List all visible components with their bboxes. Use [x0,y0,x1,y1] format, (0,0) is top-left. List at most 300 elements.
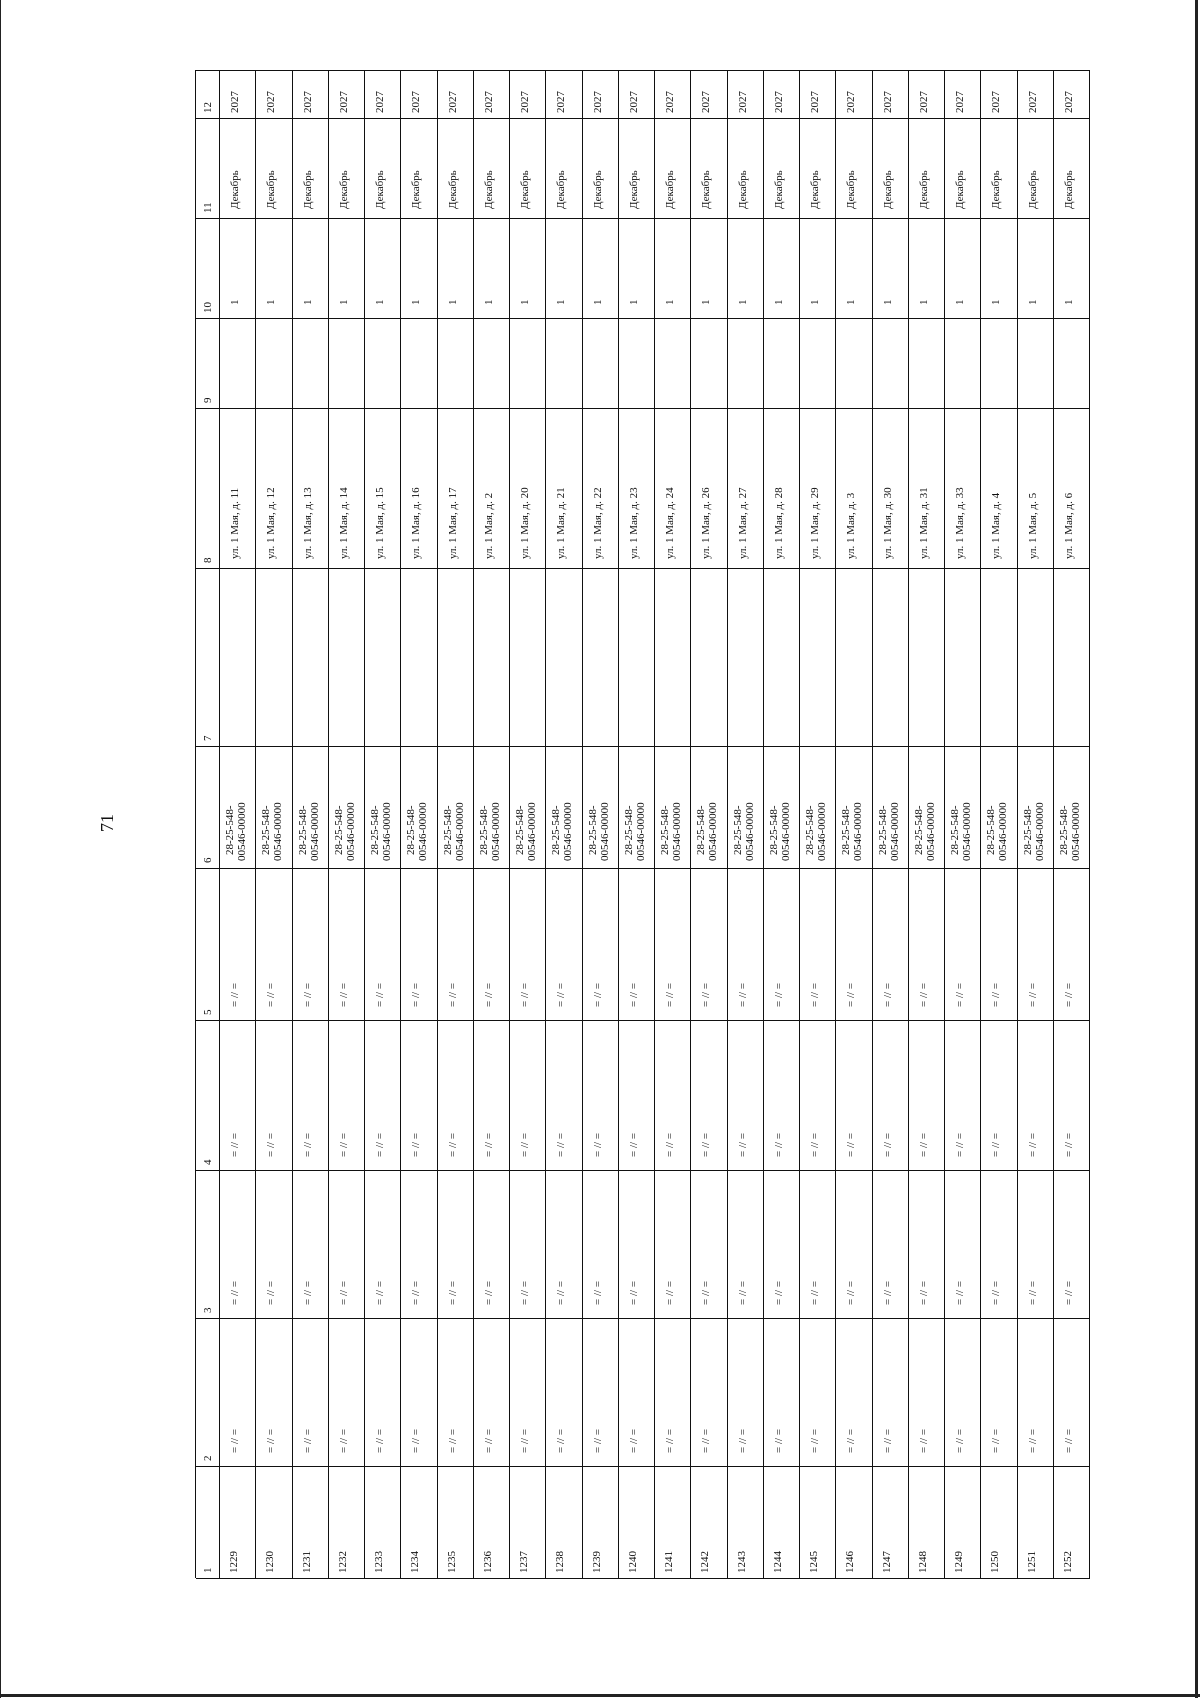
month: Декабрь [917,170,930,209]
row-number-cell [546,1467,582,1579]
address: ул. 1 Мая, д. 17 [446,487,459,559]
table-cell [438,869,474,1021]
ditto-mark: = // = [917,982,930,1007]
row-number: 1229 [228,1551,240,1573]
table-cell [329,409,365,569]
table-cell [764,747,800,869]
table-cell [909,869,945,1021]
row-number: 1250 [989,1551,1002,1573]
table-cell [945,569,981,747]
year: 2027 [664,91,676,113]
table-cell [510,409,546,569]
ditto-mark: = // = [809,1280,821,1305]
year: 2027 [229,91,241,113]
row-number: 1234 [409,1551,422,1573]
cadastral-code-part2: 00546-00000 [1069,802,1082,861]
row-number-cell [1018,1467,1054,1579]
table-cell [691,747,727,869]
ditto-mark: = // = [809,1132,821,1157]
table-cell [583,319,619,409]
cadastral-code-part2: 00546-00000 [381,802,393,861]
ditto-mark: = // = [1026,1280,1039,1305]
table-cell [945,409,981,569]
table-cell [909,1021,945,1171]
table-cell [546,747,582,869]
table-cell [401,747,437,869]
table-cell [728,869,764,1021]
cadastral-code-part1: 28-25-548- [985,805,998,855]
table-cell [1054,119,1090,219]
cadastral-code-part1: 28-25-548- [296,805,309,855]
ditto-mark: = // = [374,982,386,1007]
table-cell [1018,71,1054,119]
ditto-mark: = // = [736,1280,749,1305]
table-cell [655,1021,691,1171]
column-number: 4 [202,1159,214,1165]
ditto-mark: = // = [337,1280,350,1305]
cadastral-code-part2: 00546-00000 [852,802,865,861]
cadastral-code-part2: 00546-00000 [272,802,285,861]
cadastral-code-part2: 00546-00000 [779,802,792,861]
ditto-mark: = // = [482,1280,495,1305]
table-cell [909,569,945,747]
table-cell [800,869,836,1021]
table-cell [220,747,256,869]
table-cell [546,1021,582,1171]
table-cell [764,1171,800,1319]
ditto-mark: = // = [845,982,858,1007]
ditto-mark: = // = [410,1428,423,1453]
ditto-mark: = // = [954,1280,966,1305]
row-number: 1252 [1061,1551,1074,1573]
table-cell [220,1021,256,1171]
table-cell [510,1021,546,1171]
table-cell [220,869,256,1021]
ditto-mark: = // = [519,1280,531,1305]
cadastral-code-part2: 00546-00000 [816,802,828,861]
table-cell [873,1171,909,1319]
address: ул. 1 Мая, д. 31 [917,487,930,559]
cadastral-code-part1: 28-25-548- [659,805,671,855]
table-cell [256,747,292,869]
table-cell [655,319,691,409]
table-cell [546,1319,582,1467]
table-cell [981,869,1017,1021]
row-number-cell [1054,1467,1090,1579]
table-cell [220,409,256,569]
ditto-mark: = // = [374,1132,386,1157]
ditto-mark: = // = [1026,1428,1039,1453]
column-number: 9 [202,397,214,403]
month: Декабрь [809,170,821,209]
data-table [195,70,1090,1578]
table-cell [546,219,582,319]
table-cell [438,319,474,409]
table-cell [873,747,909,869]
table-cell [691,1319,727,1467]
ditto-mark: = // = [954,1428,966,1453]
table-cell [401,869,437,1021]
count: 1 [301,299,314,305]
table-cell [474,119,510,219]
table-cell [1054,1319,1090,1467]
cadastral-code-part2: 00546-00000 [924,802,937,861]
table-cell [474,71,510,119]
row-number-cell [583,1467,619,1579]
table-cell [293,219,329,319]
ditto-mark: = // = [519,1132,531,1157]
table-cell [655,219,691,319]
count: 1 [555,299,568,305]
month: Декабрь [301,170,314,209]
ditto-mark: = // = [772,1132,785,1157]
count: 1 [990,299,1003,305]
table-cell [583,1171,619,1319]
ditto-mark: = // = [700,1428,713,1453]
row-number-cell [256,1467,292,1579]
row-number-cell [474,1467,510,1579]
table-cell [909,319,945,409]
table-cell [438,1021,474,1171]
month: Декабрь [229,170,241,209]
table-cell [1018,569,1054,747]
table-cell [836,219,872,319]
table-cell [909,1171,945,1319]
table-cell [329,869,365,1021]
table-cell [474,569,510,747]
table-cell [836,569,872,747]
table-cell [365,71,401,119]
count: 1 [664,299,676,305]
cadastral-code-part1: 28-25-548- [804,805,816,855]
year: 2027 [772,91,785,113]
table-cell [583,219,619,319]
month: Декабрь [555,170,568,209]
ditto-mark: = // = [482,1132,495,1157]
ditto-mark: = // = [845,1428,858,1453]
table-cell [256,1171,292,1319]
count: 1 [482,299,495,305]
column-number-cell [196,869,220,1021]
row-number: 1247 [880,1551,893,1573]
table-cell [546,1171,582,1319]
address: ул. 1 Мая, д. 13 [301,487,314,559]
table-cell [329,119,365,219]
cadastral-code-part2: 00546-00000 [308,802,321,861]
year: 2027 [519,91,531,113]
ditto-mark: = // = [482,982,495,1007]
row-number: 1239 [590,1551,603,1573]
ditto-mark: = // = [301,982,314,1007]
row-number: 1245 [808,1551,820,1573]
table-cell [401,409,437,569]
table-cell [655,569,691,747]
column-number: 10 [202,302,214,313]
year: 2027 [337,91,350,113]
table-cell [619,71,655,119]
table-cell [728,747,764,869]
ditto-mark: = // = [555,982,568,1007]
table-cell [510,119,546,219]
year: 2027 [482,91,495,113]
ditto-mark: = // = [265,1428,278,1453]
table-cell [981,569,1017,747]
ditto-mark: = // = [301,1280,314,1305]
table-cell [401,1319,437,1467]
table-cell [510,1319,546,1467]
table-cell [546,119,582,219]
table-cell [510,869,546,1021]
count: 1 [917,299,930,305]
ditto-mark: = // = [917,1132,930,1157]
table-cell [510,569,546,747]
table-cell [329,569,365,747]
table-cell [836,119,872,219]
table-cell [873,119,909,219]
ditto-mark: = // = [664,1428,676,1453]
cadastral-code-part1: 28-25-548- [912,805,925,855]
table-cell [256,869,292,1021]
table-cell [401,71,437,119]
count: 1 [845,299,858,305]
row-number: 1232 [336,1551,349,1573]
table-cell [401,1021,437,1171]
ditto-mark: = // = [736,1132,749,1157]
month: Декабрь [845,170,858,209]
table-cell [691,569,727,747]
cadastral-code-part1: 28-25-548- [586,805,599,855]
column-number: 2 [202,1455,214,1461]
row-number-cell [800,1467,836,1579]
table-cell [293,1021,329,1171]
table-cell [1018,319,1054,409]
table-cell [691,319,727,409]
ditto-mark: = // = [591,982,604,1007]
table-cell [836,71,872,119]
table-cell [293,71,329,119]
table-cell [619,869,655,1021]
table-cell [256,409,292,569]
ditto-mark: = // = [990,1132,1003,1157]
month: Декабрь [772,170,785,209]
table-cell [836,409,872,569]
cadastral-code-part2: 00546-00000 [344,802,357,861]
month: Декабрь [990,170,1003,209]
table-cell [764,869,800,1021]
table-cell [945,71,981,119]
table-cell [655,71,691,119]
cadastral-code-part1: 28-25-548- [405,805,418,855]
ditto-mark: = // = [591,1280,604,1305]
table-cell [293,409,329,569]
year: 2027 [917,91,930,113]
table-cell [365,869,401,1021]
table-cell [655,409,691,569]
table-cell [764,569,800,747]
cadastral-code-part1: 28-25-548- [441,805,454,855]
table-cell [583,569,619,747]
table-cell [474,869,510,1021]
address: ул. 1 Мая, д. 23 [627,487,640,559]
table-cell [945,869,981,1021]
table-cell [764,1021,800,1171]
month: Декабрь [700,170,713,209]
row-number: 1233 [373,1551,385,1573]
column-number-cell [196,409,220,569]
table-cell [365,219,401,319]
table-cell [1018,409,1054,569]
address: ул. 1 Мая, д. 6 [1062,492,1075,559]
table-cell [474,747,510,869]
year: 2027 [954,91,966,113]
column-number-cell [196,319,220,409]
address: ул. 1 Мая, д. 14 [337,487,350,559]
ditto-mark: = // = [1062,982,1075,1007]
row-number: 1248 [916,1551,929,1573]
table-cell [728,1171,764,1319]
month: Декабрь [1026,170,1039,209]
year: 2027 [301,91,314,113]
row-number: 1241 [663,1551,675,1573]
row-number-cell [619,1467,655,1579]
table-cell [510,747,546,869]
table-cell [220,1171,256,1319]
column-number-cell [196,119,220,219]
row-number: 1235 [445,1551,458,1573]
table-cell [945,119,981,219]
table-cell [256,219,292,319]
table-cell [401,319,437,409]
table-cell [800,1319,836,1467]
table-cell [329,747,365,869]
table-cell [981,1021,1017,1171]
ditto-mark: = // = [446,1280,459,1305]
column-number: 5 [202,1009,214,1015]
table-cell [981,119,1017,219]
table-cell [945,1171,981,1319]
table-cell [619,319,655,409]
table-cell [1054,71,1090,119]
address: ул. 1 Мая, д. 2 [482,492,495,559]
month: Декабрь [664,170,676,209]
column-number: 7 [202,735,214,741]
month: Декабрь [591,170,604,209]
ditto-mark: = // = [482,1428,495,1453]
table-cell [691,119,727,219]
table-cell [691,219,727,319]
row-number-cell [764,1467,800,1579]
table-cell [1054,1171,1090,1319]
cadastral-code-part1: 28-25-548- [260,805,273,855]
count: 1 [736,299,749,305]
month: Декабрь [736,170,749,209]
cadastral-code-part1: 28-25-548- [622,805,635,855]
row-number: 1237 [518,1551,530,1573]
table-cell [655,119,691,219]
row-number-cell [655,1467,691,1579]
ditto-mark: = // = [809,1428,821,1453]
count: 1 [809,299,821,305]
ditto-mark: = // = [337,1132,350,1157]
table-cell [800,1021,836,1171]
ditto-mark: = // = [301,1428,314,1453]
table-cell [474,219,510,319]
ditto-mark: = // = [265,982,278,1007]
column-number: 11 [202,202,214,213]
month: Декабрь [1062,170,1075,209]
row-number-cell [329,1467,365,1579]
ditto-mark: = // = [374,1280,386,1305]
table-cell [945,219,981,319]
table-cell [873,71,909,119]
column-number: 8 [202,557,214,563]
column-number: 3 [202,1307,214,1313]
count: 1 [446,299,459,305]
month: Декабрь [265,170,278,209]
table-cell [764,409,800,569]
table-cell [1054,219,1090,319]
table-cell [510,71,546,119]
count: 1 [519,299,531,305]
count: 1 [1062,299,1075,305]
row-number: 1242 [699,1551,712,1573]
count: 1 [881,299,894,305]
ditto-mark: = // = [410,982,423,1007]
cadastral-code-part2: 00546-00000 [489,802,502,861]
table-cell [256,71,292,119]
table-cell [293,747,329,869]
table-cell [728,1021,764,1171]
column-number: 6 [202,857,214,863]
ditto-mark: = // = [1062,1428,1075,1453]
row-number-cell [873,1467,909,1579]
row-number: 1231 [300,1551,313,1573]
ditto-mark: = // = [881,982,894,1007]
table-cell [583,1021,619,1171]
table-cell [474,319,510,409]
column-number-cell [196,1467,220,1579]
table-cell [836,747,872,869]
ditto-mark: = // = [265,1132,278,1157]
ditto-mark: = // = [990,982,1003,1007]
ditto-mark: = // = [374,1428,386,1453]
table-cell [1054,569,1090,747]
ditto-mark: = // = [229,982,241,1007]
table-cell [474,1319,510,1467]
row-number-cell [728,1467,764,1579]
table-cell [764,219,800,319]
table-cell [945,319,981,409]
table-cell [365,1319,401,1467]
table-cell [728,409,764,569]
row-number: 1243 [735,1551,748,1573]
row-number-cell [293,1467,329,1579]
month: Декабрь [446,170,459,209]
ditto-mark: = // = [627,1132,640,1157]
table-cell [691,409,727,569]
table-cell [365,747,401,869]
column-number-cell [196,219,220,319]
table-cell [438,71,474,119]
table-cell [981,71,1017,119]
ditto-mark: = // = [700,982,713,1007]
year: 2027 [809,91,821,113]
table-cell [256,1021,292,1171]
cadastral-code-part1: 28-25-548- [695,805,708,855]
cadastral-code-part1: 28-25-548- [949,805,961,855]
year: 2027 [1026,91,1039,113]
table-cell [546,409,582,569]
